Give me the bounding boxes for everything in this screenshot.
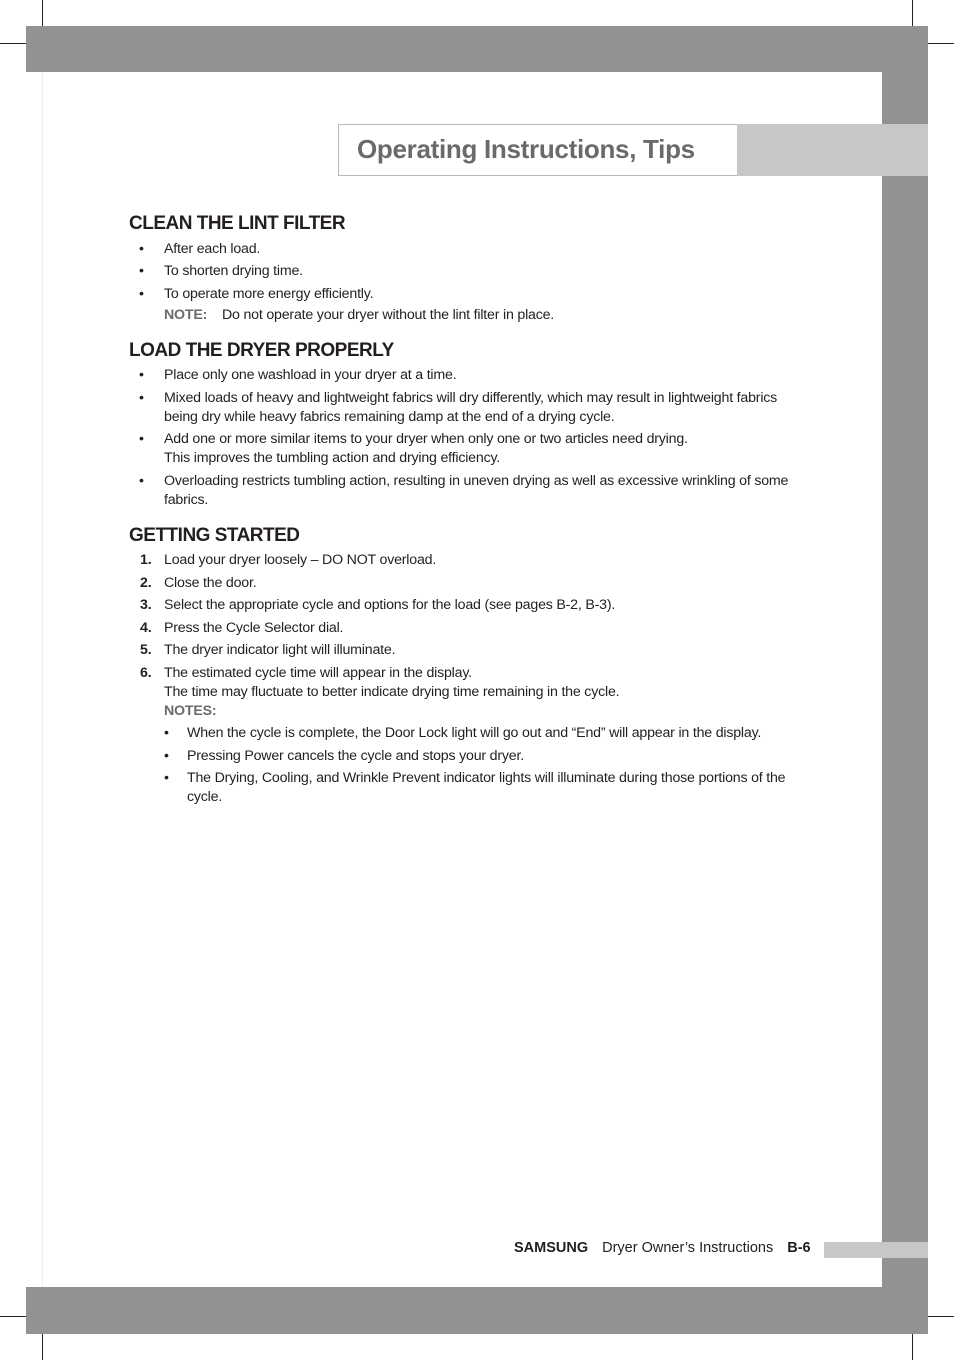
page-title-box (338, 124, 737, 176)
notes-label: NOTES: (164, 702, 217, 719)
note-text: Do not operate your dryer without the lint filter in place. (222, 306, 555, 323)
list-item: • To operate more energy efficiently. NOTE: Do not operate your dryer without the lint filter in place. (129, 285, 799, 325)
section-getting-started (129, 524, 799, 808)
crop-mark (928, 1316, 954, 1317)
step-number: 2. (140, 574, 152, 591)
crop-mark (42, 1334, 43, 1360)
note-label: NOTE: (164, 306, 208, 323)
crop-mark (0, 1316, 26, 1317)
list-item: • To shorten drying time. (139, 263, 303, 279)
list-item: • Overloading restricts tumbling action, resulting in uneven drying as well as excessive wrinkling of some fabrics. (139, 472, 789, 508)
section-load-dryer (129, 339, 799, 510)
list-item: • Mixed loads of heavy and lightweight fabrics will dry differently, which may result in lightweight fabrics being dry while heavy fabrics remaining damp at the end of a drying cycle. (139, 389, 778, 425)
bullet-icon: • (139, 263, 144, 279)
section-clean-lint-filter (129, 212, 799, 325)
bullet-icon: • (164, 725, 169, 741)
step-extra: The time may fluctuate to better indicate drying time remaining in the cycle. (164, 683, 620, 700)
bullet-icon: • (164, 770, 169, 786)
bullet-icon: • (139, 389, 144, 406)
list-item: • Place only one washload in your dryer at a time. (139, 367, 457, 383)
step-item: 1. Load your dryer loosely – DO NOT overload. (140, 552, 437, 568)
bullet-icon: • (139, 472, 144, 489)
page-frame-right (882, 26, 928, 1334)
note (164, 306, 799, 325)
crop-mark (42, 0, 43, 26)
page-title: Operating Instructions, Tips (357, 134, 695, 164)
page-footer (514, 1240, 811, 1256)
page-frame-top (26, 26, 928, 72)
list-item: • After each load. (139, 240, 261, 257)
step-number: 3. (140, 597, 152, 613)
page-number: B-6 (787, 1240, 811, 1256)
list-item-extra: This improves the tumbling action and drying efficiency. (164, 450, 501, 466)
crop-mark (912, 1334, 913, 1360)
list-item: • Add one or more similar items to your dryer when only one or two articles need drying. This improves the tumbling action and drying efficiency. (129, 430, 799, 468)
crop-mark (912, 0, 913, 26)
footer-accent-bar (824, 1242, 928, 1258)
step-item: 6. The estimated cycle time will appear in the display. The time may fluctuate to better indicate drying time remaining in the cycle. NOTES: • When the cycle is complete, the Door Lock light will go out and “End” will appear in the display. • Pressing Power cancels the cycle and stops your dryer. • The Drying, Cooling, and Wrinkle Prevent indicator lights will illuminate during those portions of the cycle. (129, 664, 799, 808)
step-number: 5. (140, 642, 152, 658)
main-content (129, 212, 799, 821)
note-item: • When the cycle is complete, the Door Lock light will go out and “End” will appear in the display. (164, 725, 762, 741)
step-item: 5. The dryer indicator light will illuminate. (140, 642, 396, 658)
page-frame-left (26, 72, 43, 1287)
bullet-icon: • (139, 431, 144, 447)
bullet-icon: • (139, 285, 144, 302)
step-item: 2. Close the door. (140, 574, 257, 591)
title-accent-bar (737, 124, 928, 176)
step-item: 4. Press the Cycle Selector dial. (140, 619, 344, 636)
page-frame-bottom (26, 1287, 928, 1334)
note-item: • Pressing Power cancels the cycle and stops your dryer. (164, 747, 524, 764)
step-number: 4. (140, 619, 152, 636)
step-item: 3. Select the appropriate cycle and options for the load (see pages B-2, B-3). (140, 597, 616, 613)
crop-mark (0, 43, 26, 44)
footer-brand: SAMSUNG (514, 1240, 589, 1256)
section-title: GETTING STARTED (129, 524, 300, 546)
bullet-icon: • (164, 747, 169, 764)
step-number: 1. (140, 552, 152, 568)
section-title: CLEAN THE LINT FILTER (129, 213, 346, 234)
footer-doc-title: Dryer Owner’s Instructions (602, 1240, 774, 1256)
section-title: LOAD THE DRYER PROPERLY (129, 339, 394, 361)
crop-mark (928, 43, 954, 44)
bullet-icon: • (139, 367, 144, 383)
bullet-icon: • (139, 240, 144, 257)
step-number: 6. (140, 664, 152, 681)
note-item: • The Drying, Cooling, and Wrinkle Prevent indicator lights will illuminate during those portions of the cycle. (164, 770, 786, 805)
